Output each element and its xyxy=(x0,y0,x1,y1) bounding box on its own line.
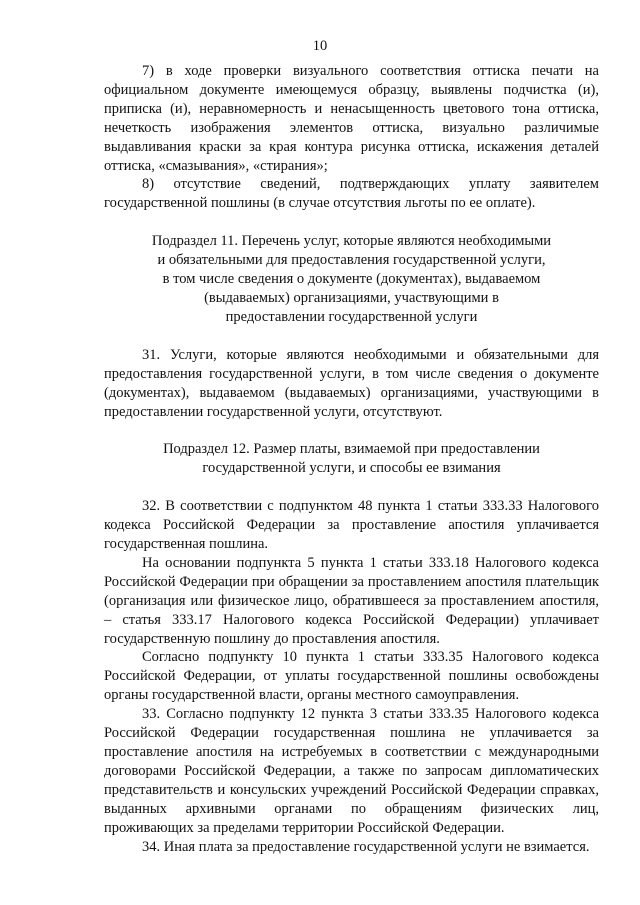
spacer xyxy=(104,327,599,346)
paragraph-33: 33. Согласно подпункту 12 пункта 3 статьи 333.35 Налогового кодекса Российской Федерации государственная пошлина не уплачивается за проставление апостиля на истребуемых в соответствии с международными договорами Российской Федерации, а также по запросам дипломатических представительств и консульских учреждений Российской Федерации справках, выданных архивными органами по обращениям физических лиц, проживающих за пределами территории Российской Федерации. xyxy=(104,706,599,836)
spacer xyxy=(104,213,599,232)
paragraph-34: 34. Иная плата за предоставление государственной услуги не взимается. xyxy=(142,838,590,855)
subsection-11-heading xyxy=(104,232,599,327)
spacer xyxy=(104,478,599,497)
heading-line: предоставлении государственной услуги xyxy=(225,308,478,325)
heading-line: в том числе сведения о документе (документах), выдаваемом xyxy=(162,271,541,288)
document-body xyxy=(104,62,599,856)
spacer xyxy=(104,421,599,440)
page-number: 10 xyxy=(312,38,328,54)
paragraph-8: 8) отсутствие сведений, подтверждающих уплату заявителем государственной пошлины (в случае отсутствия льготы по ее оплате). xyxy=(104,176,599,212)
heading-line: (выдаваемых) организациями, участвующими в xyxy=(204,289,499,306)
paragraph-32: 32. В соответствии с подпунктом 48 пункта 1 статьи 333.33 Налогового кодекса Российской Федерации за проставление апостиля уплачивается государственная пошлина. xyxy=(104,498,599,553)
heading-line: Подраздел 12. Размер платы, взимаемой при предоставлении xyxy=(163,441,540,458)
paragraph-32-exemption: Согласно подпункту 10 пункта 1 статьи 333.35 Налогового кодекса Российской Федерации, от уплаты государственной пошлины освобождены органы государственной власти, органы местного самоуправления. xyxy=(104,649,599,704)
subsection-12-heading xyxy=(104,440,599,478)
heading-line: и обязательными для предоставления государственной услуги, xyxy=(157,252,546,269)
paragraph-32-fee-payer: На основании подпункта 5 пункта 1 статьи 333.18 Налогового кодекса Российской Федерации при обращении за проставлением апостиля плательщик (организация или физическое лицо, обратившееся за проставлением апостиля, – статья 333.17 Налогового кодекса Российской Федерации) уплачивает государственную пошлину до проставления апостиля. xyxy=(104,554,599,647)
paragraph-7: 7) в ходе проверки визуального соответствия оттиска печати на официальном документе имеющемуся образцу, выявлены подчистка (и), приписка (и), неравномерность и ненасыщенность цветового тона оттиска, нечеткость изображения элементов оттиска, визуально различимые выдавливания краски за края контура рисунка оттиска, искажения деталей оттиска, «смазывания», «стирания»; xyxy=(104,63,599,174)
heading-line: государственной услуги, и способы ее взимания xyxy=(202,460,501,477)
paragraph-31: 31. Услуги, которые являются необходимыми и обязательными для предоставления государственной услуги, в том числе сведения о документе (документах), выдаваемом (выдаваемых) организациями, участвующими в предоставлении государственной услуги, отсутствуют. xyxy=(104,346,599,420)
heading-line: Подраздел 11. Перечень услуг, которые являются необходимыми xyxy=(151,233,552,250)
